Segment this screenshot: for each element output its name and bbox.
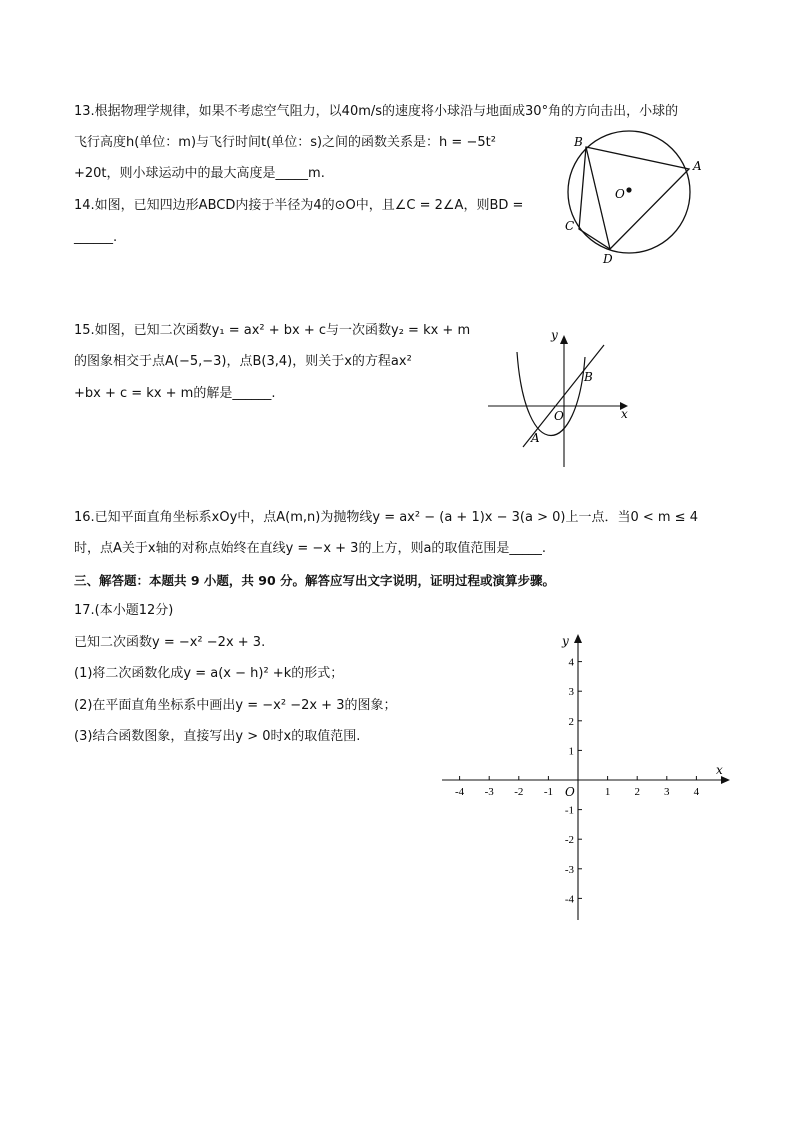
q16-line2: 时，点A关于x轴的对称点始终在直线y = −x + 3的上方，则a的取值范围是_____. [74,541,547,556]
y-tick-label: -3 [564,863,574,876]
x-tick-label: -3 [484,786,494,798]
q13-line3: +20t，则小球运动中的最大高度是_____m. [74,166,325,181]
q17-part2: (2)在平面直角坐标系中画出y = −x² −2x + 3的图象； [74,698,397,713]
y-tick-label: 4 [568,656,574,669]
q17-title: 17.(本小题12分) [74,603,174,618]
y-tick-label: -2 [564,834,574,847]
axis-label-x: x [716,763,723,777]
y-axis-arrow [560,335,568,344]
figure-15-parabola-line [485,325,635,475]
axis-label-y: y [562,634,569,648]
x-tick-label: 2 [634,786,640,798]
q17-stem: 已知二次函数y = −x² −2x + 3. [74,635,266,650]
y-tick-label: 3 [568,686,574,699]
x-tick-label: -2 [514,786,524,798]
x-tick-label: -4 [455,786,465,798]
diagonal-bd [586,147,610,249]
q13-line2: 飞行高度h(单位：m)与飞行时间t(单位：s)之间的函数关系是：h = −5t² [74,135,496,150]
q15-line1: 15.如图，已知二次函数y₁ = ax² + bx + c与一次函数y₂ = kx + m [74,323,471,338]
section-3-heading: 三、解答题：本题共 9 小题，共 90 分。解答应写出文字说明，证明过程或演算步骤。 [74,573,556,588]
label-a: A [693,159,702,173]
q14-line1: 14.如图，已知四边形ABCD内接于半径为4的⊙O中，且∠C = 2∠A，则BD = [74,198,524,213]
label-y: y [551,328,558,342]
figure-17-coordinate-plane [438,630,738,925]
q14-line2: ______. [74,230,118,245]
x-tick-label: 4 [693,786,700,798]
parabola-y1 [517,352,585,436]
q17-part3: (3)结合函数图象，直接写出y > 0时x的取值范围. [74,729,361,744]
quadrilateral-abcd [579,147,689,249]
q15-line2: 的图象相交于点A(−5,−3)，点B(3,4)，则关于x的方程ax² [74,354,412,369]
center-point [626,187,631,192]
x-tick-label: -1 [543,786,553,798]
y-tick-label: -1 [564,804,574,817]
label-b: B [584,370,593,384]
label-o: O [615,187,625,201]
label-c: C [565,219,575,233]
y-tick-label: -4 [564,893,574,906]
origin-label: O [565,785,575,799]
label-x: x [621,407,628,421]
q13-line1: 13.根据物理学规律，如果不考虑空气阻力，以40m/s的速度将小球沿与地面成30°角的方向击出，小球的 [74,104,679,119]
label-d: D [603,252,613,266]
label-o: O [554,409,564,423]
q17-part1: (1)将二次函数化成y = a(x − h)² +k的形式； [74,666,344,681]
y-tick-label: 2 [568,715,574,728]
q15-line3: +bx + c = kx + m的解是______. [74,386,276,401]
q16-line1: 16.已知平面直角坐标系xOy中，点A(m,n)为抛物线y = ax² − (a + 1)x − 3(a > 0)上一点．当0 < m ≤ 4 [74,510,698,525]
x-tick-label: 1 [604,786,611,798]
x-tick-label: 3 [664,786,670,798]
label-a: A [531,431,540,445]
x-axis-arrow [721,776,730,784]
y-tick-label: 1 [568,745,574,758]
y-axis-arrow [574,634,582,643]
figure-14-circle-quadrilateral [560,130,720,265]
label-b: B [574,135,583,149]
